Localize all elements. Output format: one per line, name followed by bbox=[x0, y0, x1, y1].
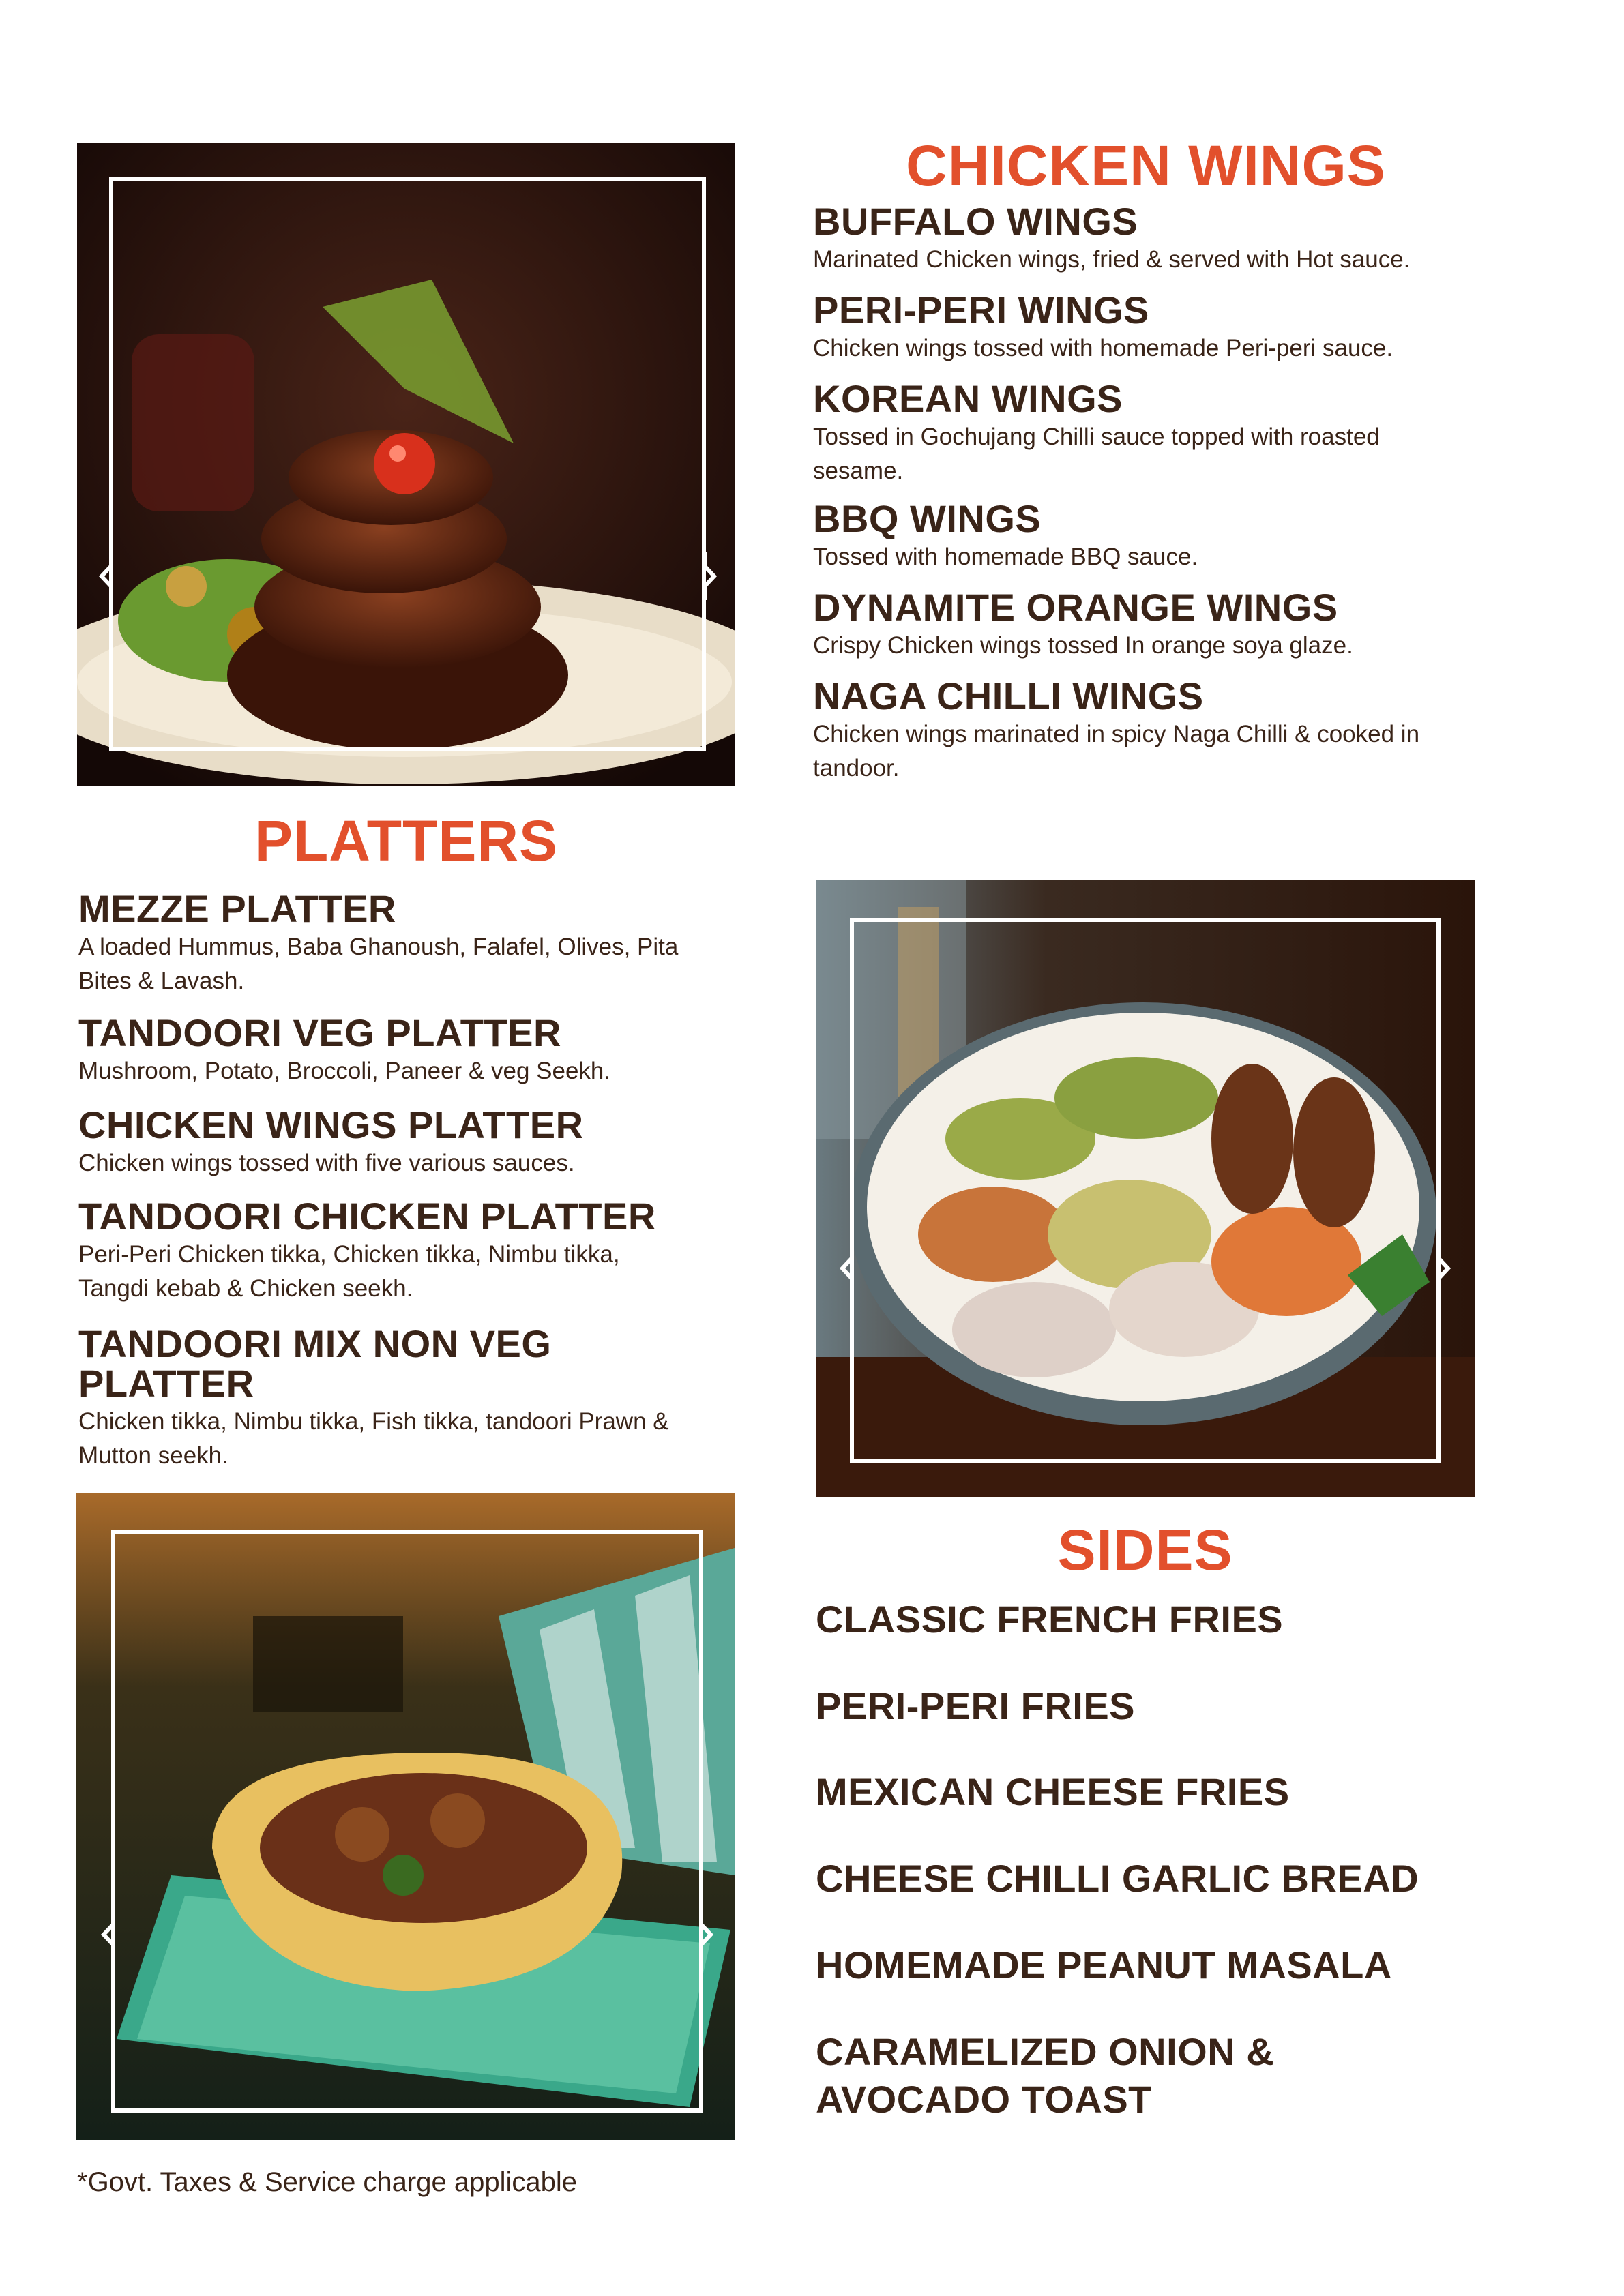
photo-frame bbox=[109, 177, 706, 751]
item-description: Marinated Chicken wings, fried & served with Hot sauce. bbox=[813, 246, 1411, 273]
frame-notch bbox=[695, 552, 718, 600]
item-name: NAGA CHILLI WINGS bbox=[813, 674, 1204, 717]
item-name: BBQ WINGS bbox=[813, 497, 1042, 540]
item-name: MEZZE PLATTER bbox=[78, 887, 396, 930]
item-description: A loaded Hummus, Baba Ghanoush, Falafel, Olives, Pita Bites & Lavash. bbox=[78, 934, 679, 994]
side-item: CARAMELIZED ONION & AVOCADO TOAST bbox=[816, 2030, 1275, 2121]
side-item: CLASSIC FRENCH FRIES bbox=[816, 1598, 1284, 1641]
menu-item bbox=[813, 379, 1427, 488]
photo-frame bbox=[111, 1530, 703, 2113]
item-description: Chicken wings tossed with homemade Peri-peri sauce. bbox=[813, 335, 1393, 361]
item-name: TANDOORI VEG PLATTER bbox=[78, 1011, 561, 1054]
tandoori-platter-photo bbox=[816, 880, 1475, 1497]
item-name: PERI-PERI WINGS bbox=[813, 288, 1149, 331]
item-name: KOREAN WINGS bbox=[813, 377, 1123, 420]
menu-item bbox=[813, 499, 1461, 574]
menu-item bbox=[813, 290, 1461, 366]
frame-notch bbox=[838, 1244, 861, 1292]
menu-item bbox=[78, 889, 692, 998]
side-item: PERI-PERI FRIES bbox=[816, 1684, 1136, 1727]
menu-item bbox=[78, 1197, 692, 1306]
chicken-wings-title: CHICKEN WINGS bbox=[906, 134, 1386, 198]
item-name: CHICKEN WINGS PLATTER bbox=[78, 1103, 584, 1146]
menu-item bbox=[813, 676, 1461, 786]
taxes-note: *Govt. Taxes & Service charge applicable bbox=[77, 2167, 577, 2197]
item-description: Tossed with homemade BBQ sauce. bbox=[813, 543, 1198, 570]
side-item: CHEESE CHILLI GARLIC BREAD bbox=[816, 1857, 1419, 1900]
menu-item bbox=[78, 1105, 733, 1180]
papad-basket-photo bbox=[76, 1493, 735, 2140]
item-name: BUFFALO WINGS bbox=[813, 200, 1138, 243]
frame-notch bbox=[100, 1911, 123, 1958]
menu-item bbox=[813, 588, 1461, 663]
sides-title: SIDES bbox=[1057, 1518, 1233, 1582]
item-name: TANDOORI CHICKEN PLATTER bbox=[78, 1195, 656, 1238]
menu-item bbox=[78, 1013, 733, 1088]
side-item: MEXICAN CHEESE FRIES bbox=[816, 1770, 1290, 1813]
item-description: Tossed in Gochujang Chilli sauce topped with roasted sesame. bbox=[813, 423, 1380, 484]
chicken-wings-photo bbox=[77, 143, 735, 786]
frame-notch bbox=[98, 552, 121, 600]
frame-notch bbox=[692, 1911, 715, 1958]
item-description: Chicken wings tossed with five various sauces. bbox=[78, 1150, 575, 1176]
item-description: Chicken tikka, Nimbu tikka, Fish tikka, tandoori Prawn & Mutton seekh. bbox=[78, 1408, 669, 1469]
menu-item bbox=[813, 202, 1461, 277]
item-description: Mushroom, Potato, Broccoli, Paneer & veg Seekh. bbox=[78, 1058, 611, 1084]
frame-notch bbox=[1429, 1244, 1452, 1292]
item-description: Chicken wings marinated in spicy Naga Chilli & cooked in tandoor. bbox=[813, 721, 1420, 781]
side-item: HOMEMADE PEANUT MASALA bbox=[816, 1943, 1392, 1986]
item-description: Peri-Peri Chicken tikka, Chicken tikka, Nimbu tikka, Tangdi kebab & Chicken seekh. bbox=[78, 1241, 620, 1302]
photo-frame bbox=[850, 918, 1441, 1463]
item-name: TANDOORI MIX NON VEG PLATTER bbox=[78, 1322, 552, 1405]
platters-title: PLATTERS bbox=[254, 809, 559, 873]
menu-item bbox=[78, 1324, 733, 1473]
item-name: DYNAMITE ORANGE WINGS bbox=[813, 586, 1338, 629]
item-description: Crispy Chicken wings tossed In orange soya glaze. bbox=[813, 632, 1353, 659]
